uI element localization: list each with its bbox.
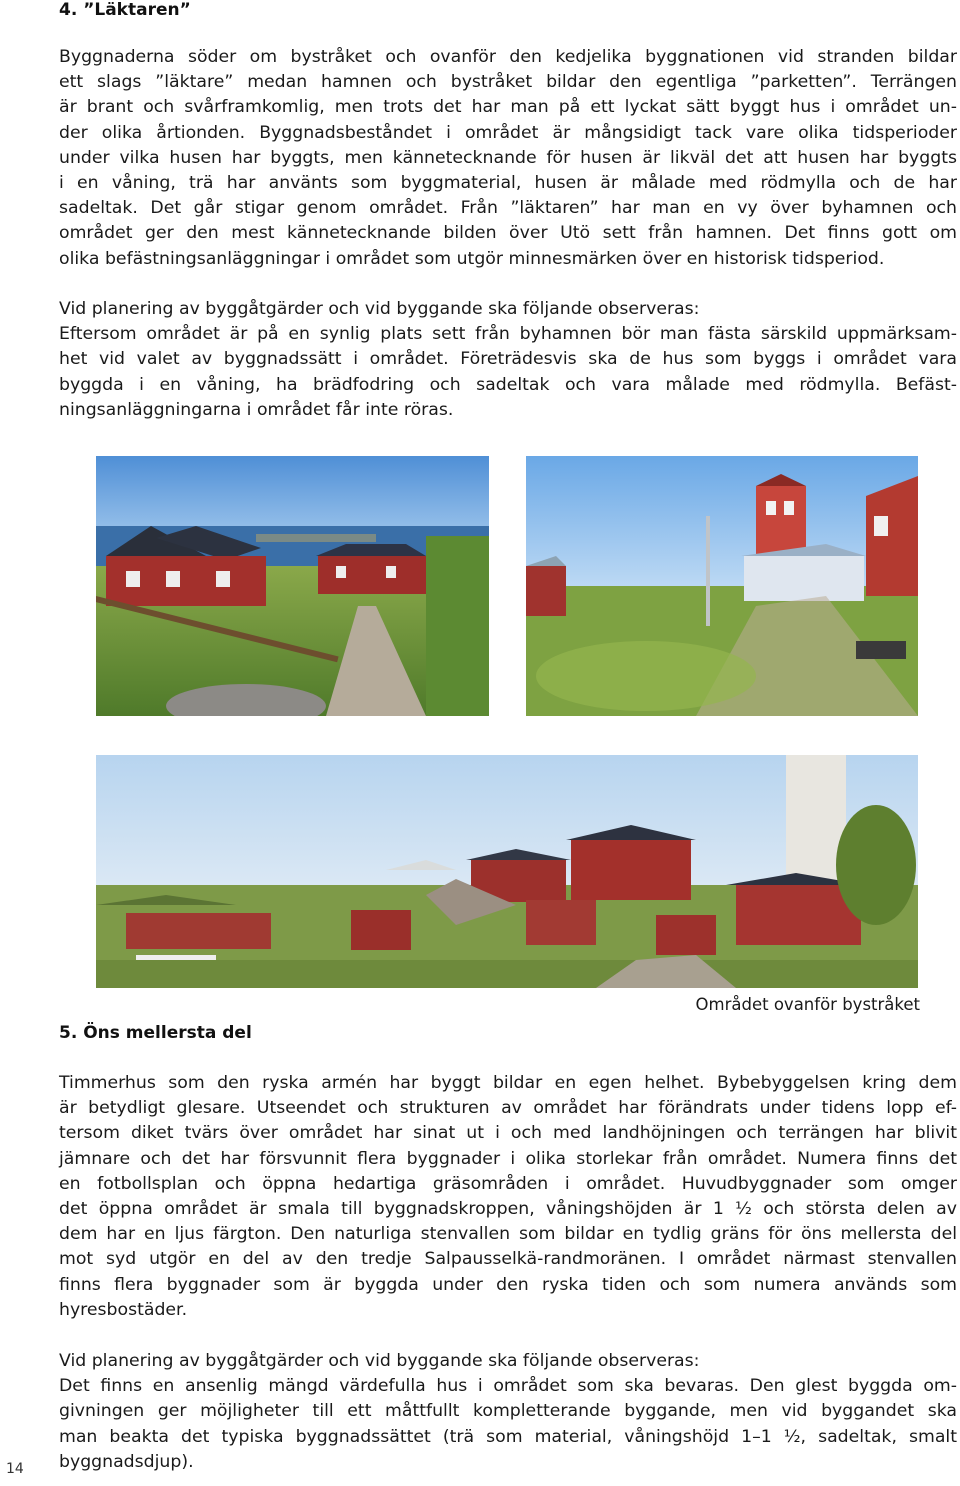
text-line: hyresbostäder.	[59, 1299, 188, 1320]
section-5-heading: 5. Öns mellersta del	[59, 1023, 252, 1043]
text-line: Eftersom området är på en synlig plats sett från byhamnen bör man fästa särskild uppmärksam-	[59, 324, 957, 345]
text-line: dem har en ljus färgton. Den naturliga stenvallen som bildar en tydlig gräns för öns mellersta del	[59, 1224, 957, 1245]
text-line: en fotbollsplan och öppna hedartiga gräsområden i området. Huvudbyggnader som omger	[59, 1173, 957, 1194]
text-line: der olika årtionden. Byggnadsbeståndet i området är mångsidigt tack vare olika tidsperioder	[59, 122, 957, 143]
text-line: det öppna området är smala till byggnadskroppen, våningshöjden är 1 ½ och största delen av	[59, 1199, 957, 1220]
text-line: man beakta det typiska byggnadssättet (trä som material, våningshöjd 1–1 ½, sadeltak, smalt	[59, 1426, 957, 1447]
page-number: 14	[6, 1461, 24, 1477]
text-line: ett slags ”läktare” medan hamnen och bystråket bildar den egentliga ”parketten”. Terrängen	[59, 72, 957, 93]
section-5-paragraph-1	[59, 1071, 957, 1323]
text-line: under vilka husen har byggts, men kännetecknande för husen är likväl det att husen har byggts	[59, 147, 957, 168]
text-line: Vid planering av byggåtgärder och vid byggande ska följande observeras:	[59, 299, 700, 319]
text-line: sadeltak. Det går stigar genom området. Från ”läktaren” har man en vy över byhamnen och	[59, 198, 957, 219]
text-line: givningen ger möjligheter till ett måttfullt kompletterande byggande, men vid byggandet ska	[59, 1401, 957, 1422]
text-line: tersom diket tvärs över området har sinat ut i och med landhöjningen och terrängen har blivit	[59, 1123, 957, 1144]
text-line: Timmerhus som den ryska armén har byggt bildar en egen helhet. Bybebyggelsen kring dem	[59, 1073, 957, 1093]
text-line: byggda i en våning, ha brädfodring och sadeltak och vara målade med rödmylla. Befäst-	[59, 374, 957, 395]
section-4-paragraph-1	[59, 45, 957, 272]
text-line: byggnadsdjup).	[59, 1451, 194, 1472]
text-line: Det finns en ansenlig mängd värdefulla hus i området som ska bevaras. Den glest byggda om-	[59, 1376, 957, 1397]
text-line: het vid valet av byggnadssätt i området. Företrädesvis ska de hus som byggs i området vara	[59, 349, 957, 370]
photo-lighthouse-area	[526, 456, 918, 716]
text-line: ningsanläggningarna i området får inte röras.	[59, 399, 454, 420]
text-line: finns flera byggnader som är byggda under den ryska tiden och som numera används som	[59, 1274, 957, 1295]
photo-houses-by-water	[96, 456, 489, 716]
section-4-heading: 4. ”Läktaren”	[59, 0, 191, 20]
text-line: olika befästningsanläggningar i området som utgör minnesmärken över en historisk tidsperiod.	[59, 248, 885, 269]
section-5-paragraph-2	[59, 1349, 957, 1475]
text-line: i en våning, trä har använts som byggmaterial, husen är målade med rödmylla och de har	[59, 173, 957, 194]
text-line: Vid planering av byggåtgärder och vid byggande ska följande observeras:	[59, 1351, 700, 1371]
text-line: mot syd utgör en del av den tredje Salpausselkä-randmoränen. I området närmast stenvallen	[59, 1249, 957, 1270]
text-line: är betydligt glesare. Utseendet och strukturen av området har förändrats under tidens lopp ef-	[59, 1098, 957, 1119]
section-4-paragraph-2	[59, 297, 957, 423]
text-line: området ger den mest kännetecknande bilden över Utö sett från hamnen. Det finns gott om	[59, 223, 957, 244]
text-line: jämnare och det har försvunnit flera byggnader i olika storlekar från området. Numera finns det	[59, 1148, 957, 1169]
photo-village-panorama	[96, 755, 918, 988]
text-line: är brant och svårframkomlig, men trots det har man på ett lyckat sätt byggt hus i området un-	[59, 97, 957, 118]
text-line: Byggnaderna söder om bystråket och ovanför den kedjelika byggnationen vid stranden bildar	[59, 47, 957, 67]
photo-caption: Området ovanför bystråket	[695, 995, 920, 1014]
